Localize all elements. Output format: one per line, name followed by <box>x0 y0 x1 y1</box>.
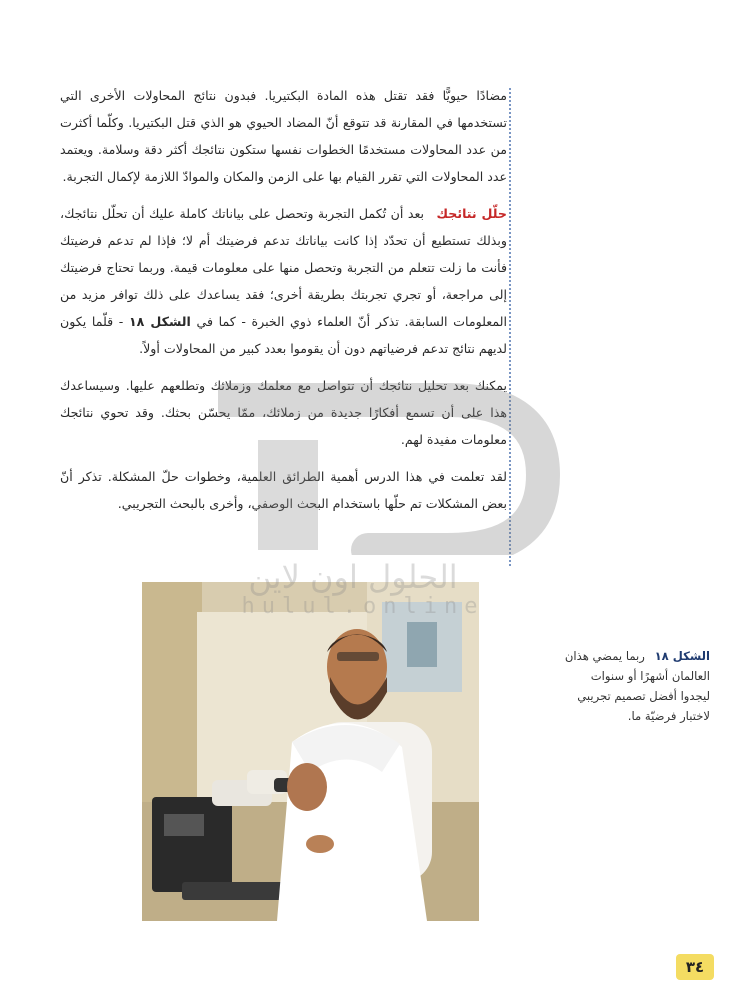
paragraph-analyze-results <box>60 200 507 362</box>
scientists-photo <box>142 582 479 921</box>
page-number-badge: ٣٤ <box>676 954 714 980</box>
figure-caption-text: ربما يمضي هذان العالمان أشهرًا أو سنوات ليجدوا أفضل تصميم تجريبي لاختبار فرضيّة ما. <box>564 649 710 723</box>
figure-caption <box>560 646 710 726</box>
paragraph-comparison: مضادًا حيويًّا فقد تقتل هذه المادة البكتيريا. فبدون نتائج المحاولات الأخرى التي تستخدمها في المقارنة قد تتوقع أنّ المضاد الحيوي هو الذي قتل البكتيريا. وكلّما أكثرت من عدد المحاولات مستخدمًا الخطوات نفسها ستكون نتائجك أكثر دقة وسلامة. ويعتمد عدد المحاولات التي تقرر القيام بها على الزمن والمكان والموادّ اللازمة لإكمال التجربة. <box>60 88 507 184</box>
margin-dotted-rule <box>509 88 511 566</box>
figure-label: الشكل ١٨ <box>654 649 710 663</box>
paragraph-share-results: يمكنك بعد تحليل نتائجك أن تتواصل مع معلمك وزملائك وتطلعهم عليها. وسيساعدك هذا على أن تسمع أفكارًا جديدة من زملائك، ممّا يحسّن بحثك. وقد تحوي نتائجك معلومات مفيدة لهم. <box>60 378 507 447</box>
analyze-text-part2: - قلّما يكون لديهم نتائج تدعم فرضياتهم دون أن يقوموا بعدد كبير من المحاولات أولاً. <box>60 314 507 356</box>
analyze-text-part1: بعد أن تُكمل التجربة وتحصل على بياناتك كاملة عليك أن تحلّل نتائجك، وبذلك تستطيع أن تحدّد إذا كانت بياناتك تدعم فرضيتك أم لا؛ فإذا لم تدعم فرضيتك فأنت ما زلت تتعلم من التجربة وتحصل منها على معلومات قيمة. وربما تحتاج فرضيتك إلى مراجعة، أو تجري تجربتك بطريقة أخرى؛ فقد يساعدك على ذلك توافر مزيد من المعلومات السابقة. تذكر أنّ العلماء ذوي الخبرة - كما في <box>60 206 507 329</box>
body-text <box>60 82 507 517</box>
figure-reference: الشكل ١٨ <box>128 314 191 329</box>
watermark-arabic-text: الحلول اون لاين <box>248 558 458 596</box>
watermark-latin-text: hulul.online <box>241 594 485 619</box>
paragraph-summary: لقد تعلمت في هذا الدرس أهمية الطرائق العلمية، وخطوات حلّ المشكلة. تذكر أنّ بعض المشكلات تم حلّها باستخدام البحث الوصفي، وأخرى بالبحث التجريبي. <box>60 469 507 511</box>
section-heading-analyze: حلّل نتائجك <box>436 206 507 221</box>
